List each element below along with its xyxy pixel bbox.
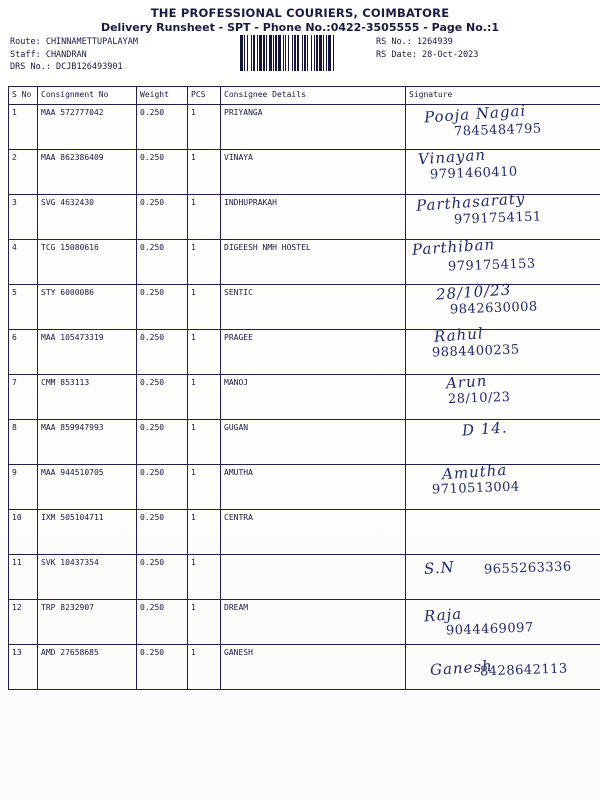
cell-consignee: AMUTHA bbox=[221, 465, 406, 510]
cell-sno: 5 bbox=[9, 285, 38, 330]
footer-space bbox=[8, 690, 592, 750]
cell-consignee: CENTRA bbox=[221, 510, 406, 555]
cell-consignment-no: AMD 27658685 bbox=[38, 645, 137, 690]
signature-phone-number: 9044469097 bbox=[445, 620, 534, 639]
signature-phone-number: 9791460410 bbox=[429, 164, 518, 183]
cell-signature[interactable] bbox=[406, 235, 600, 285]
cell-consignment-no: MAA 944510705 bbox=[38, 465, 137, 510]
cell-consignment-no: MAA 862386409 bbox=[38, 150, 137, 195]
cell-signature[interactable] bbox=[406, 600, 600, 645]
cell-consignee: DREAM bbox=[221, 600, 406, 645]
cell-weight: 0.250 bbox=[137, 150, 188, 195]
signature-mark: Parthiban bbox=[411, 235, 496, 259]
cell-sno: 9 bbox=[9, 465, 38, 510]
table-row[interactable] bbox=[9, 150, 600, 195]
cell-signature[interactable] bbox=[406, 460, 600, 510]
cell-weight: 0.250 bbox=[137, 240, 188, 285]
header-left-info bbox=[10, 36, 138, 74]
cell-consignee: VINAYA bbox=[221, 150, 406, 195]
cell-consignment-no: TRP 8232907 bbox=[38, 600, 137, 645]
signature-phone-number: 8428642113 bbox=[479, 661, 568, 680]
cell-pcs: 1 bbox=[188, 285, 221, 330]
cell-signature[interactable] bbox=[406, 645, 600, 690]
cell-weight: 0.250 bbox=[137, 555, 188, 600]
cell-consignee bbox=[221, 555, 406, 600]
table-row[interactable] bbox=[9, 375, 600, 420]
table-row[interactable] bbox=[9, 645, 600, 690]
cell-consignee: DIGEESH NMH HOSTEL bbox=[221, 240, 406, 285]
cell-weight: 0.250 bbox=[137, 510, 188, 555]
signature-mark: Ganesh bbox=[429, 656, 494, 680]
column-header-sno: S No bbox=[9, 87, 38, 105]
cell-pcs: 1 bbox=[188, 555, 221, 600]
cell-consignee: PRIYANGA bbox=[221, 105, 406, 150]
cell-consignment-no: CMM 853113 bbox=[38, 375, 137, 420]
cell-consignee: MANOJ bbox=[221, 375, 406, 420]
cell-sno: 12 bbox=[9, 600, 38, 645]
cell-pcs: 1 bbox=[188, 240, 221, 285]
cell-weight: 0.250 bbox=[137, 600, 188, 645]
signature-phone-number: 9791754153 bbox=[447, 256, 536, 275]
cell-pcs: 1 bbox=[188, 195, 221, 240]
cell-weight: 0.250 bbox=[137, 330, 188, 375]
cell-weight: 0.250 bbox=[137, 420, 188, 465]
cell-sno: 10 bbox=[9, 510, 38, 555]
table-row[interactable] bbox=[9, 330, 600, 375]
page-subtitle: Delivery Runsheet - SPT - Phone No.:0422-3505555 - Page No.:1 bbox=[100, 21, 500, 34]
cell-signature[interactable] bbox=[406, 189, 600, 240]
cell-signature[interactable] bbox=[406, 555, 600, 600]
cell-sno: 6 bbox=[9, 330, 38, 375]
cell-sno: 13 bbox=[9, 645, 38, 690]
cell-weight: 0.250 bbox=[137, 105, 188, 150]
drs-label: DRS No.: DCJB126493901 bbox=[10, 62, 123, 72]
route-label: Route: CHINNAMETTUPALAYAM bbox=[10, 37, 138, 47]
column-header-weight: Weight bbox=[137, 87, 188, 105]
table-body bbox=[9, 101, 600, 690]
staff-label: Staff: CHANDRAN bbox=[10, 49, 87, 60]
table-row[interactable] bbox=[9, 465, 600, 510]
cell-weight: 0.250 bbox=[137, 645, 188, 690]
signature-mark: Amutha bbox=[441, 460, 508, 484]
cell-consignment-no: IXM 505104711 bbox=[38, 510, 137, 555]
signature-phone-number: 9791754151 bbox=[453, 209, 542, 228]
signature-mark: Arun bbox=[445, 371, 488, 393]
cell-pcs: 1 bbox=[188, 600, 221, 645]
cell-consignment-no: SVK 10437354 bbox=[38, 555, 137, 600]
cell-pcs: 1 bbox=[188, 420, 221, 465]
cell-weight: 0.250 bbox=[137, 375, 188, 420]
cell-pcs: 1 bbox=[188, 645, 221, 690]
cell-weight: 0.250 bbox=[137, 195, 188, 240]
rs-date-label: RS Date: 28-Oct-2023 bbox=[376, 49, 479, 60]
signature-mark: Vinayan bbox=[417, 145, 487, 169]
cell-consignee: GUGAN bbox=[221, 420, 406, 465]
signature-phone-number: 9710513004 bbox=[431, 479, 520, 498]
cell-consignee: PRAGEE bbox=[221, 330, 406, 375]
table-row[interactable] bbox=[9, 420, 600, 465]
table-row[interactable] bbox=[9, 240, 600, 285]
cell-weight: 0.250 bbox=[137, 285, 188, 330]
signature-phone-number: 9842630008 bbox=[449, 299, 538, 318]
cell-consignment-no: SVG 4632430 bbox=[38, 195, 137, 240]
cell-consignee: GANESH bbox=[221, 645, 406, 690]
header-block bbox=[8, 36, 592, 84]
table-row[interactable] bbox=[9, 195, 600, 240]
cell-weight: 0.250 bbox=[137, 465, 188, 510]
table-row[interactable] bbox=[9, 285, 600, 330]
cell-consignment-no: TCG 15080616 bbox=[38, 240, 137, 285]
signature-mark: D 14. bbox=[461, 418, 509, 440]
table-row[interactable] bbox=[9, 105, 600, 150]
signature-phone-number: 9884400235 bbox=[431, 342, 520, 361]
table-row[interactable] bbox=[9, 510, 600, 555]
cell-sno: 8 bbox=[9, 420, 38, 465]
cell-signature[interactable] bbox=[406, 510, 600, 555]
cell-sno: 2 bbox=[9, 150, 38, 195]
signature-mark: S.N bbox=[423, 557, 456, 579]
cell-sno: 11 bbox=[9, 555, 38, 600]
table-row[interactable] bbox=[9, 555, 600, 600]
signature-mark: Parthasaraty bbox=[415, 189, 526, 215]
cell-signature[interactable] bbox=[406, 420, 600, 465]
cell-sno: 4 bbox=[9, 240, 38, 285]
cell-sno: 7 bbox=[9, 375, 38, 420]
cell-signature[interactable] bbox=[406, 101, 600, 150]
cell-pcs: 1 bbox=[188, 465, 221, 510]
column-header-consignment: Consignment No bbox=[38, 87, 137, 105]
cell-sno: 1 bbox=[9, 105, 38, 150]
cell-sno: 3 bbox=[9, 195, 38, 240]
cell-signature[interactable] bbox=[406, 324, 600, 375]
runsheet-barcode bbox=[240, 35, 365, 71]
page-title: THE PROFESSIONAL COURIERS, COIMBATORE bbox=[150, 6, 450, 20]
cell-signature[interactable] bbox=[406, 145, 600, 195]
signature-mark: Rahul bbox=[433, 324, 485, 346]
runsheet-table bbox=[8, 86, 600, 690]
header-right-info bbox=[376, 36, 478, 61]
cell-consignee: SENTIC bbox=[221, 285, 406, 330]
cell-pcs: 1 bbox=[188, 510, 221, 555]
rs-no-label: RS No.: 1264939 bbox=[376, 37, 453, 47]
cell-signature[interactable] bbox=[406, 280, 600, 330]
cell-pcs: 1 bbox=[188, 150, 221, 195]
cell-pcs: 1 bbox=[188, 375, 221, 420]
column-header-signature: Signature bbox=[406, 87, 600, 105]
signature-mark: 28/10/23 bbox=[435, 280, 512, 304]
runsheet-sheet bbox=[8, 6, 592, 750]
table-row[interactable] bbox=[9, 600, 600, 645]
signature-phone-number: 28/10/23 bbox=[447, 389, 511, 408]
column-header-pcs: PCS bbox=[188, 87, 221, 105]
signature-mark: Raja bbox=[423, 604, 463, 626]
cell-consignment-no: MAA 859947993 bbox=[38, 420, 137, 465]
cell-consignment-no: MAA 572777042 bbox=[38, 105, 137, 150]
cell-pcs: 1 bbox=[188, 330, 221, 375]
cell-consignee: INDHUPRAKAH bbox=[221, 195, 406, 240]
column-header-consignee: Consignee Details bbox=[221, 87, 406, 105]
signature-phone-number: 7845484795 bbox=[453, 121, 542, 140]
cell-signature[interactable] bbox=[406, 371, 600, 420]
cell-pcs: 1 bbox=[188, 105, 221, 150]
signature-phone-number: 9655263336 bbox=[483, 559, 572, 578]
signature-mark: Pooja Nagai bbox=[423, 101, 527, 127]
cell-consignment-no: MAA 105473319 bbox=[38, 330, 137, 375]
cell-consignment-no: STY 6000086 bbox=[38, 285, 137, 330]
